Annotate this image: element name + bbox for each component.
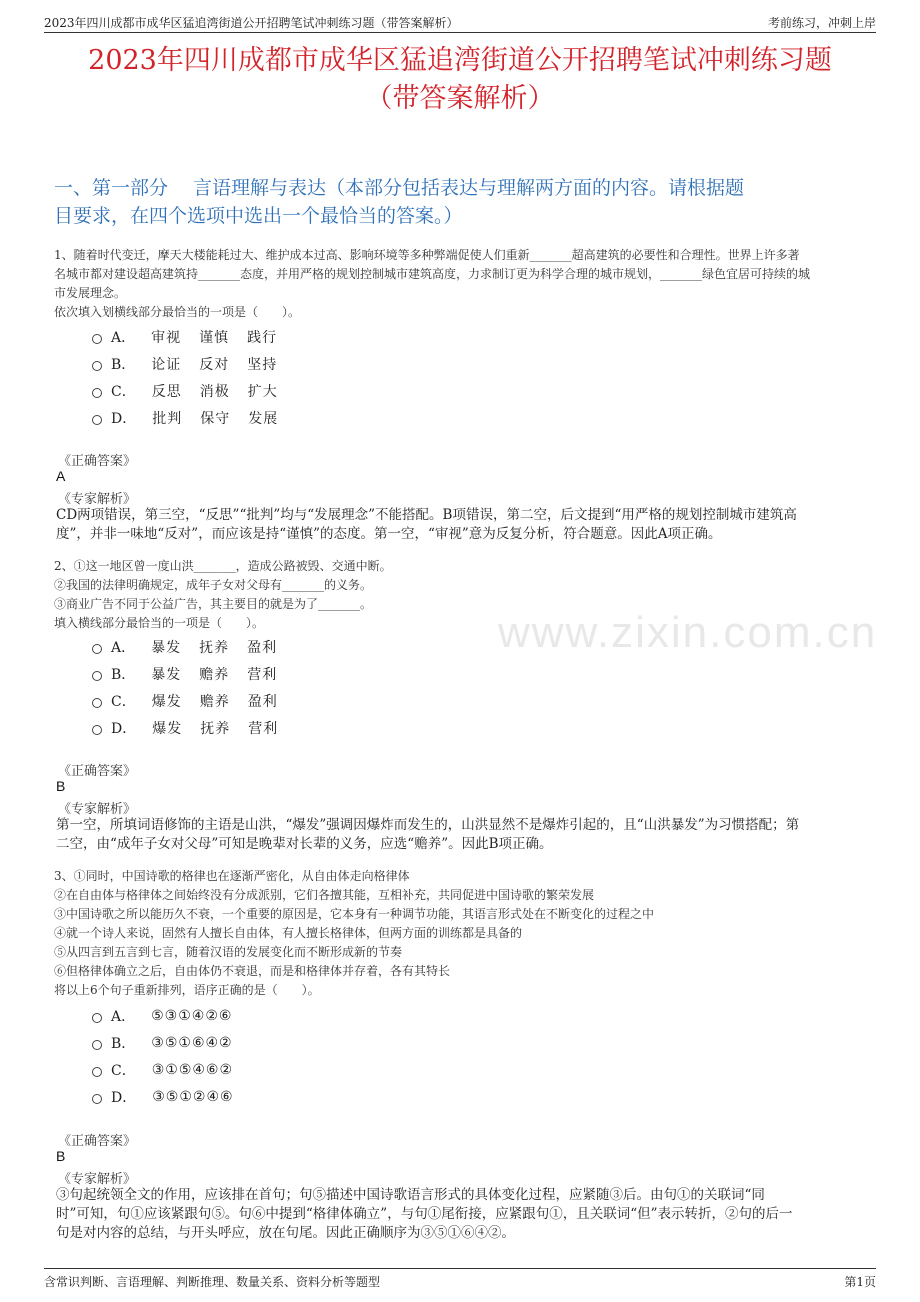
answer-label: 《正确答案》 [58, 454, 137, 469]
radio-button[interactable] [92, 334, 102, 344]
radio-button[interactable] [92, 388, 102, 398]
page-number: 第1页 [844, 1275, 876, 1289]
option-word: 暴发 [151, 667, 182, 683]
q1-option-b[interactable] [92, 353, 295, 375]
question-1-line: 名城市都对建设超高建筑持_______态度，并用严格的规划控制城市建筑高度，力求制订更为科学合理的城市规划，_______绿色宜居可持续的城 [54, 267, 811, 281]
page-header [44, 12, 876, 33]
question-3-line: ⑥但格律体确立之后，自由体仍不衰退，而是和格律体并存着，各有其特长 [54, 964, 451, 978]
q1-option-d[interactable] [92, 407, 296, 429]
q3-option-c[interactable] [92, 1059, 251, 1081]
radio-button[interactable] [92, 1067, 102, 1077]
option-letter: C． [111, 1063, 136, 1079]
option-word: 审视 [151, 330, 182, 346]
question-1-analysis [56, 506, 868, 544]
option-word: 反思 [151, 384, 182, 400]
option-letter: C． [111, 694, 136, 710]
option-letter: A． [111, 1009, 136, 1025]
question-3-line: 3、①同时，中国诗歌的格律也在逐渐严密化，从自由体走向格律体 [54, 869, 410, 883]
section-heading-line-1: 一、第一部分 言语理解与表达（本部分包括表达与理解两方面的内容。请根据题 [54, 177, 745, 199]
option-letter: D． [111, 411, 137, 427]
analysis-line: 时”可知，句①应该紧跟句⑤。句⑥中提到“格律体确立”，与句①尾衔接，应紧跟句①，且关联词“但”表示转折，②句的后一 [56, 1206, 793, 1222]
question-3-line: ②在自由体与格律体之间始终没有分成派别，它们各擅其能，互相补充，共同促进中国诗歌的繁荣发展 [54, 888, 595, 902]
q3-option-b[interactable] [92, 1032, 251, 1054]
option-word: 消极 [199, 384, 230, 400]
option-letter: A． [111, 330, 136, 346]
analysis-line: CD两项错误，第三空，“反思”“批判”均与“发展理念”不能搭配。B项错误，第二空，后文提到“用严格的规划控制城市建筑高 [56, 507, 797, 523]
option-word: 营利 [248, 721, 279, 737]
answer-value: A [56, 468, 66, 484]
question-3-text [54, 867, 868, 1000]
option-letter: B． [111, 667, 136, 683]
option-word: ③①⑤④⑥② [151, 1062, 234, 1078]
footer-topics: 含常识判断、言语理解、判断推理、数量关系、资料分析等题型 [44, 1275, 381, 1289]
question-1-line: 市发展理念。 [54, 286, 127, 300]
analysis-line: 二空，由“成年子女对父母”可知是晚辈对长辈的义务，应选“赡养”。因此B项正确。 [56, 836, 553, 852]
analysis-label: 《专家解析》 [58, 492, 137, 507]
question-1-text [54, 246, 868, 322]
section-heading-line-2: 目要求，在四个选项中选出一个最恰当的答案。） [54, 205, 463, 227]
radio-button[interactable] [92, 644, 102, 654]
option-word: 践行 [247, 330, 278, 346]
option-word: 营利 [247, 667, 278, 683]
option-letter: D． [111, 721, 137, 737]
option-word: 抚养 [199, 640, 230, 656]
question-3-prompt: 将以上6个句子重新排列，语序正确的是（ ）。 [54, 983, 320, 997]
title-line-2: （带答案解析） [365, 83, 555, 114]
option-word: 暴发 [151, 640, 182, 656]
analysis-label: 《专家解析》 [58, 1172, 137, 1187]
radio-button[interactable] [92, 1013, 102, 1023]
answer-value: B [56, 778, 66, 794]
option-word: 批判 [152, 411, 183, 427]
q1-option-c[interactable] [92, 380, 296, 402]
option-word: 盈利 [247, 640, 278, 656]
answer-label: 《正确答案》 [58, 1134, 137, 1149]
question-2-analysis [56, 816, 868, 854]
header-doc-title: 2023年四川成都市成华区猛追湾街道公开招聘笔试冲刺练习题（带答案解析） [44, 16, 459, 30]
q3-option-d[interactable] [92, 1086, 252, 1108]
radio-button[interactable] [92, 698, 102, 708]
q2-option-b[interactable] [92, 663, 295, 685]
option-letter: C． [111, 384, 136, 400]
question-1-prompt: 依次填入划横线部分最恰当的一项是（ ）。 [54, 305, 301, 319]
page-footer [44, 1268, 876, 1289]
question-3-analysis [56, 1186, 868, 1243]
radio-button[interactable] [92, 1094, 102, 1104]
option-word: 爆发 [151, 694, 182, 710]
radio-button[interactable] [92, 415, 102, 425]
option-word: 赡养 [199, 694, 230, 710]
q2-option-d[interactable] [92, 717, 296, 739]
radio-button[interactable] [92, 671, 102, 681]
analysis-line: 句是对内容的总结，与开头呼应，放在句尾。因此正确顺序为③⑤①⑥④②。 [56, 1225, 515, 1241]
answer-label: 《正确答案》 [58, 764, 137, 779]
document-title [40, 42, 880, 118]
question-2-prompt: 填入横线部分最恰当的一项是（ ）。 [54, 616, 265, 630]
option-word: ⑤③①④②⑥ [151, 1008, 233, 1024]
q2-option-a[interactable] [92, 636, 295, 658]
analysis-line: 度”，并非一味地“反对”，而应该是持“谨慎”的态度。第一空，“审视”意为反复分析，符合题意。因此A项正确。 [56, 526, 722, 542]
question-3-line: ④就一个诗人来说，固然有人擅长自由体，有人擅长格律体，但两方面的训练都是具备的 [54, 926, 523, 940]
analysis-line: ③句起统领全文的作用，应该排在首句；句⑤描述中国诗歌语言形式的具体变化过程，应紧随③后。由句①的关联词“同 [56, 1187, 765, 1203]
question-2-line: ②我国的法律明确规定，成年子女对父母有_______的义务。 [54, 578, 373, 592]
q2-option-c[interactable] [92, 690, 296, 712]
option-word: 谨慎 [199, 330, 230, 346]
header-slogan: 考前练习，冲刺上岸 [767, 16, 876, 30]
option-word: 抚养 [200, 721, 231, 737]
option-letter: B． [111, 357, 136, 373]
option-word: 爆发 [152, 721, 183, 737]
question-2-text [54, 557, 868, 633]
option-letter: A． [111, 640, 136, 656]
option-letter: B． [111, 1036, 136, 1052]
option-letter: D． [111, 1090, 137, 1106]
q3-option-a[interactable] [92, 1005, 250, 1027]
question-1-line: 1、随着时代变迁，摩天大楼能耗过大、维护成本过高、影响环境等多种弊端促使人们重新_______超高建筑的必要性和合理性。世界上许多著 [54, 248, 800, 262]
question-3-line: ⑤从四言到五言到七言，随着汉语的发展变化而不断形成新的节奏 [54, 945, 403, 959]
option-word: 赡养 [199, 667, 230, 683]
section-heading [54, 174, 870, 230]
radio-button[interactable] [92, 361, 102, 371]
option-word: 保守 [200, 411, 231, 427]
question-2-line: 2、①这一地区曾一度山洪_______，造成公路被毁、交通中断。 [54, 559, 392, 573]
radio-button[interactable] [92, 1040, 102, 1050]
option-word: ③⑤①⑥④② [151, 1035, 233, 1051]
option-word: 论证 [151, 357, 182, 373]
question-2-line: ③商业广告不同于公益广告，其主要目的就是为了_______。 [54, 597, 373, 611]
answer-value: B [56, 1148, 66, 1164]
question-3-line: ③中国诗歌之所以能历久不衰，一个重要的原因是，它本身有一种调节功能，其语言形式处在不断变化的过程之中 [54, 907, 655, 921]
analysis-line: 第一空，所填词语修饰的主语是山洪，“爆发”强调因爆炸而发生的，山洪显然不是爆炸引起的，且“山洪暴发”为习惯搭配；第 [56, 817, 800, 833]
option-word: 盈利 [247, 694, 278, 710]
option-word: 坚持 [247, 357, 278, 373]
option-word: 反对 [199, 357, 230, 373]
option-word: 发展 [248, 411, 279, 427]
option-word: ③⑤①②④⑥ [152, 1089, 234, 1105]
watermark-text: www.zixin.com.cn [498, 608, 878, 657]
option-word: 扩大 [247, 384, 278, 400]
q1-option-a[interactable] [92, 326, 295, 348]
radio-button[interactable] [92, 725, 102, 735]
title-line-1: 2023年四川成都市成华区猛追湾街道公开招聘笔试冲刺练习题 [88, 45, 832, 76]
analysis-label: 《专家解析》 [58, 802, 137, 817]
